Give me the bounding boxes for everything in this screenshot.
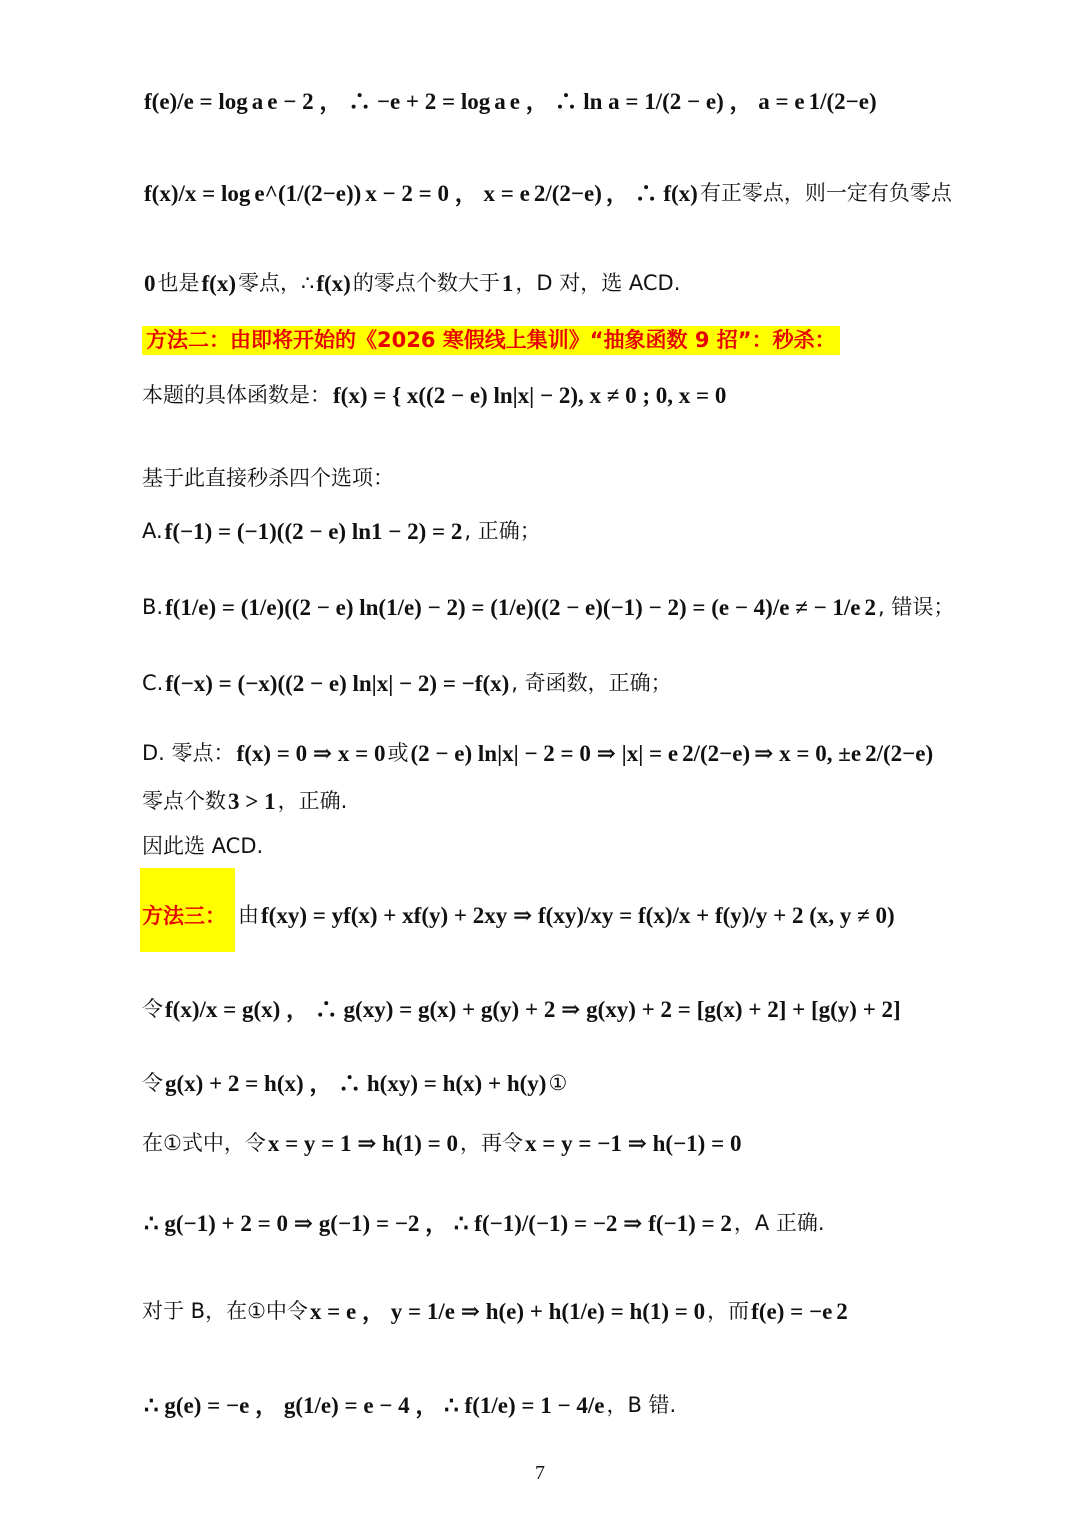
text-segment: ，A 正确.	[733, 1211, 825, 1236]
math-expression: 2	[864, 595, 877, 620]
math-expression: f(x)/x = g(x) ， ∴ g(xy) = g(x) + g(y) + 2 ⇒ g(xy) + 2 = [g(x) + 2] + [g(y) + 2]	[165, 997, 901, 1022]
text-segment: , 正确；	[464, 519, 541, 544]
math-expression: e ， ∴ ln a = 1/(2 − e) ， a = e	[509, 89, 805, 114]
text-segment: 的零点个数大于	[352, 271, 500, 296]
text-line	[142, 834, 263, 859]
text-line	[142, 670, 672, 698]
text-line	[142, 180, 952, 208]
text-segment: 在①式中，令	[142, 1131, 266, 1156]
math-expression: 0	[144, 271, 156, 296]
math-expression: f(−x) = (−x)((2 − e) ln|x| − 2) = −f(x)	[165, 671, 510, 696]
math-expression: 2/(2−e)	[865, 741, 934, 766]
text-line	[142, 1070, 567, 1098]
text-line	[142, 382, 728, 410]
math-expression: a	[494, 89, 506, 114]
math-expression: f(e) = −e	[751, 1299, 833, 1324]
math-expression: x − 2 = 0 ， x = e	[365, 181, 530, 206]
text-segment: 由	[238, 903, 259, 928]
text-segment: 令	[142, 1071, 163, 1096]
math-expression: f(x) = 0 ⇒ x = 0	[236, 741, 386, 766]
text-line	[142, 1130, 743, 1158]
text-segment: , 奇函数，正确；	[511, 671, 672, 696]
text-line	[142, 1392, 676, 1420]
text-segment: ①	[548, 1071, 568, 1096]
text-line	[142, 88, 879, 116]
math-expression: x = y = −1 ⇒ h(−1) = 0	[525, 1131, 742, 1156]
math-expression: f(xy) = yf(x) + xf(y) + 2xy ⇒ f(xy)/xy = f(x)/x + f(y)/y + 2 (x, y ≠ 0)	[261, 903, 895, 928]
text-line	[142, 270, 680, 298]
method2-heading	[142, 326, 840, 355]
math-expression: e^(1/(2−e))	[254, 181, 362, 206]
math-expression: f(x) = { x((2 − e) ln|x| − 2), x ≠ 0 ; 0, x = 0	[333, 383, 727, 408]
text-segment: 零点个数	[142, 789, 226, 814]
math-expression: x = e ， y = 1/e ⇒ h(e) + h(1/e) = h(1) = 0	[309, 1299, 706, 1324]
text-line	[142, 788, 347, 816]
text-line	[238, 902, 897, 930]
text-segment: 或	[387, 741, 409, 766]
text-line	[142, 1210, 825, 1238]
page-number: 7	[535, 1462, 545, 1484]
math-expression: f(x)	[316, 271, 351, 296]
math-expression: ⇒ x = 0, ±e	[754, 741, 862, 766]
math-expression: f(−1) = (−1)((2 − e) ln1 − 2) = 2	[164, 519, 463, 544]
text-segment: D. 零点：	[142, 741, 235, 766]
method2-text: 由即将开始的《2026 寒假线上集训》“抽象函数 9 招”：秒杀：	[230, 328, 836, 352]
math-expression: ， ∴ f(x)	[605, 181, 698, 206]
math-expression: x = y = 1 ⇒ h(1) = 0	[267, 1131, 459, 1156]
text-segment: 因此选 ACD.	[142, 834, 264, 858]
text-segment: 对于 B，在①中令	[142, 1299, 308, 1324]
math-expression: e − 2 ， ∴ −e + 2 = log	[267, 89, 491, 114]
text-line	[142, 996, 903, 1024]
text-segment: 本题的具体函数是：	[142, 383, 331, 408]
math-expression: 3 > 1	[228, 789, 276, 814]
text-segment: ，再令	[460, 1131, 524, 1156]
text-segment: , 错误；	[878, 595, 955, 620]
text-segment: 零点，∴	[237, 271, 315, 296]
text-segment: ，正确.	[277, 789, 348, 814]
math-expression: f(1/e) = (1/e)((2 − e) ln(1/e) − 2) = (1/e)((2 − e)(−1) − 2) = (e − 4)/e ≠ − 1/e	[165, 595, 861, 620]
math-expression: 2/(2−e)	[682, 741, 751, 766]
text-segment: ，D 对，选 ACD.	[515, 271, 681, 296]
text-line	[142, 518, 541, 546]
math-expression: f(x)/x = log	[144, 181, 251, 206]
text-segment: C.	[142, 671, 164, 696]
math-expression: f(e)/e = log	[144, 89, 248, 114]
text-segment: ，B 错.	[606, 1393, 677, 1418]
math-expression: 2/(2−e)	[533, 181, 602, 206]
method2-label: 方法二：	[146, 328, 230, 352]
math-expression: ∴ g(−1) + 2 = 0 ⇒ g(−1) = −2 ， ∴ f(−1)/(−1) = −2 ⇒ f(−1) = 2	[144, 1211, 732, 1236]
method3-label: 方法三：	[142, 904, 226, 928]
text-segment: B.	[142, 595, 164, 620]
math-expression: g(x) + 2 = h(x) ， ∴ h(xy) = h(x) + h(y)	[165, 1071, 547, 1096]
text-line	[142, 594, 954, 622]
text-line	[142, 466, 394, 491]
text-segment: 令	[142, 997, 163, 1022]
text-segment: 也是	[157, 271, 200, 296]
math-expression: f(x)	[201, 271, 236, 296]
text-segment: 有正零点，则一定有负零点	[699, 181, 952, 206]
text-segment: 基于此直接秒杀四个选项：	[142, 466, 394, 490]
math-expression: 1	[501, 271, 514, 296]
text-segment: A.	[142, 519, 163, 544]
text-line	[142, 1298, 850, 1326]
math-expression: 2	[836, 1299, 848, 1324]
text-segment: ，而	[707, 1299, 750, 1324]
text-line	[142, 740, 935, 768]
math-expression: 1/(2−e)	[808, 89, 877, 114]
method3-highlight	[140, 868, 235, 952]
math-expression: ∴ g(e) = −e ， g(1/e) = e − 4 ， ∴ f(1/e) = 1 − 4/e	[144, 1393, 605, 1418]
math-expression: a	[251, 89, 264, 114]
math-expression: (2 − e) ln|x| − 2 = 0 ⇒ |x| = e	[410, 741, 679, 766]
